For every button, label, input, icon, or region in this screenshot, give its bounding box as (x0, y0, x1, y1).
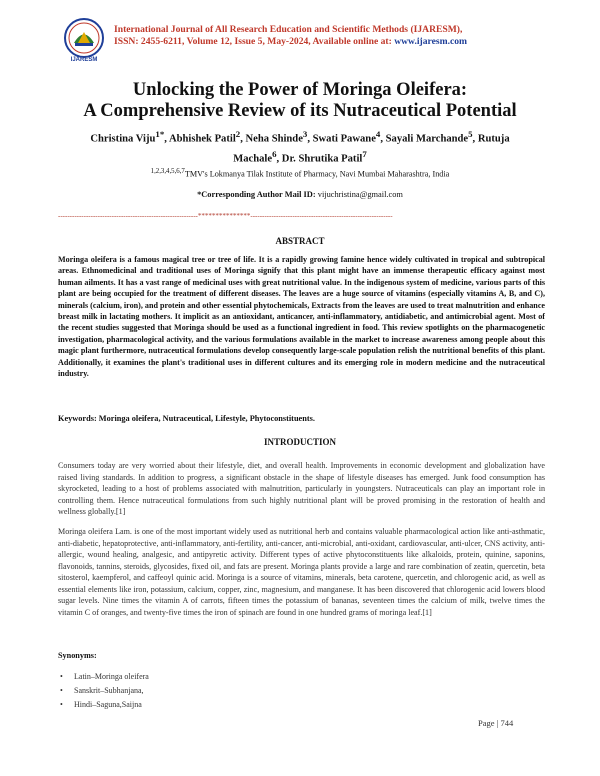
author: Swati Pawane (312, 133, 376, 145)
affiliation-text: TMV's Lokmanya Tilak Institute of Pharmacy, Navi Mumbai Maharashtra, India (184, 169, 450, 179)
author-superscript: 1* (155, 129, 165, 139)
author-list: Christina Viju$^{1*}$, Abhishek Patil$^2$, Neha Shinde$^3$, Swati Pawane$^4$, Sayali Marchande$^5$, Rutuja Machale$^6$, Dr. Shrutika Patil$^7$ (90, 129, 510, 165)
corresponding-email[interactable]: vijuchristina@gmail.com (317, 190, 403, 199)
issn-line: ISSN: 2455-6211, Volume 12, Issue 5, May-2024, Available online at: (114, 36, 395, 47)
synonyms-list (58, 670, 149, 712)
journal-name: International Journal of All Research Education and Scientific Methods (IJARESM), (114, 24, 463, 35)
author-superscript: 2 (235, 129, 241, 139)
corresponding-label: *Corresponding Author Mail ID: (197, 190, 318, 199)
paper-title-line1: Unlocking the Power of Moringa Oleifera: (132, 80, 468, 100)
author: Neha Shinde (245, 133, 303, 145)
list-item: • Sanskrit–Subhanjana, (58, 684, 149, 698)
introduction-paragraph-2: Moringa oleifera Lam. is one of the most important widely used as nutritional herb and contains valuable pharmacological action like anti-asthmatic, anti-diabetic, hepatoprotective, anti-inflammatory, anti-fertility, anti-cancer, anti-microbial, anti-oxidant, cardiovascular, anti-ulcer, CNS activity, anti-allergic, wound healing, analgesic, and antipyretic activity. Different types of active phytoconstituents like alkaloids, protein, quinine, saponins, flavonoids, tannins, steroids, glycosides, fixed oil, and fats are present. Moringa plants provide a large and rare combination of zeatin, quercetin, beta sitosterol, kaempferol, and caffeoyl quinic acid. Moringa is a source of vitamins, minerals, beta carotene, quercetin, and chlorogenic acid, as well as essential elements like iron, potassium, calcium, copper, zinc, magnesium, and manganese. It has been discovered that chlorogenic acid lowers blood sugar levels. Nine times the vitamin A of carrots, fifteen times the potassium of bananas, seventeen times the calcium of milk, twelve times the vitamin C of oranges, and twenty-five times the iron of spinach are found in one hundred grams of moringa leaf.[1] (58, 527, 545, 617)
author-superscript: 7 (362, 148, 367, 159)
author-superscript: 5 (468, 129, 473, 139)
abstract-text: Moringa oleifera is a famous magical tree or tree of life. It is a rapidly growing famine hence widely cultivated in tropical and subtropical areas. Ethnomedicinal and traditional uses of Moringa signify that this plant might have an immense therapeutic efficacy against most human ailments. It has a vast range of medicinal uses with great nutritional value. In the indigenous system of medicine, various parts of this plant are being occupied for the treatment of different diseases. The leaves are a huge source of vitamins (especially vitamins A, B, and C), minerals (calcium, iron), and protein and other essential phytochemicals, Extracts from the leaves are used to treat malnutrition and enhance breast milk in lactating mothers. It implicit as an antioxidant, anticancer, anti-inflammatory, antidiabetic, and antimicrobial agent. Most of the recent studies suggested that Moringa should be used as a functional ingredient in food. This review spotlights on the pharmacogenetic investigation, pharmacological activity, and the various formulations available in the market to increase awareness among people about this magic plant furthermore, nutraceutical formulations develop consequently large-scale population relish the nutritional benefits of this plant. Additionally, it examines the plant's traditional uses in different cultures and its emerging role in modern medicine and the nutraceutical industry. (58, 255, 545, 379)
abstract-heading: ABSTRACT (275, 236, 325, 246)
journal-website-link[interactable]: www.ijaresm.com (394, 36, 468, 47)
section-separator: ------------------------------------------------------------***************------------------------------------------------------------- (58, 212, 393, 220)
author-superscript: 3 (302, 129, 308, 139)
author: Sayali Marchande (385, 133, 469, 145)
author: Dr. Shrutika Patil (281, 153, 363, 165)
keywords: Keywords: Moringa oleifera, Nutraceutical, Lifestyle, Phytoconstituents. (58, 414, 315, 423)
synonyms-heading: Synonyms: (58, 651, 97, 660)
author-superscript: 6 (272, 148, 277, 159)
introduction-paragraph-1: Consumers today are very worried about their lifestyle, diet, and overall health. Improvements in economic development and globalization have raised living standards. In addition to progress, a significant obstacle in the shape of lifestyle diseases has emerged. Junk food consumption has skyrocketed, leading to a host of problems associated with malnutrition, particularly in youngsters. Nutraceuticals can play an important role in controlling them. Hence nutraceutical formulations from such highly nutritional plant will be proved promising in the restoration of health and wellness globally.[1] (58, 461, 545, 516)
affiliation (0, 168, 600, 179)
author: Rutuja Machale (233, 133, 510, 165)
journal-logo-icon (62, 16, 106, 64)
author-superscript: 4 (375, 129, 381, 139)
corresponding-author (0, 190, 600, 199)
journal-info (114, 24, 467, 48)
affiliation-superscript: 1,2,3,4,5,6,7 (150, 168, 185, 175)
journal-header (62, 14, 562, 68)
paper-title-line2: A Comprehensive Review of its Nutraceutical Potential (83, 101, 517, 121)
logo-text: IJARESM (70, 57, 98, 63)
list-item: • Hindi–Saguna,Saijna (58, 698, 149, 712)
author: Abhishek Patil (168, 133, 236, 145)
page-number: Page | 744 (478, 718, 514, 728)
introduction-heading: INTRODUCTION (263, 437, 336, 447)
list-item: • Latin–Moringa oleifera (58, 670, 149, 684)
author: Christina Viju (90, 133, 156, 145)
